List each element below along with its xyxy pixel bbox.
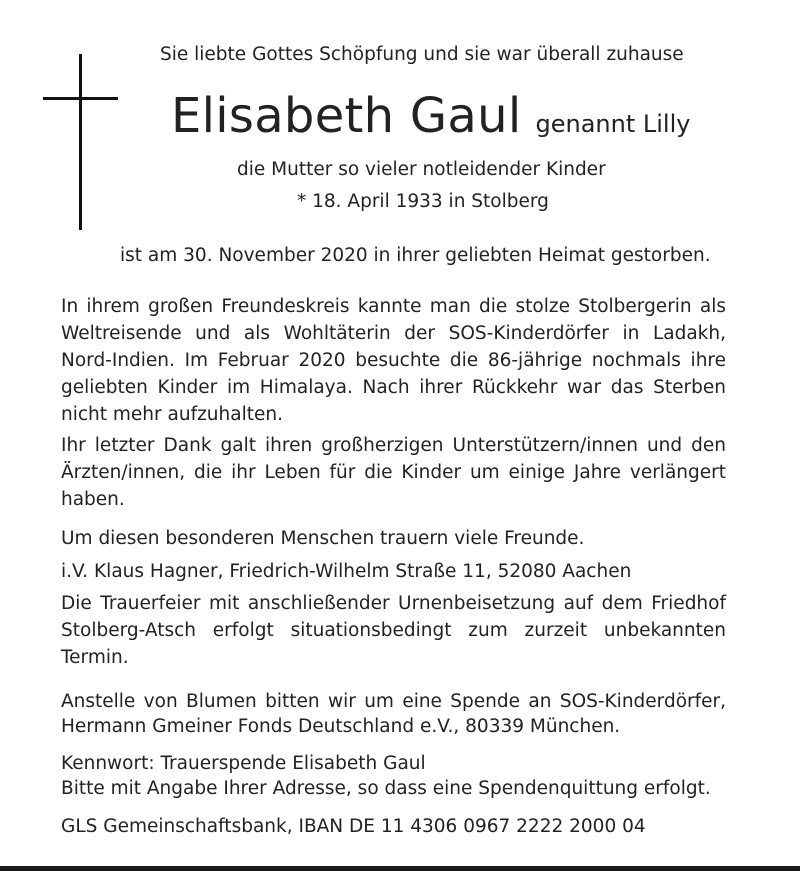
donation-keyword: Kennwort: Trauerspende Elisabeth Gaul <box>61 753 426 774</box>
mourning-line: Um diesen besonderen Menschen trauern viele Freunde. <box>61 528 585 549</box>
motto: Sie liebte Gottes Schöpfung und sie war überall zuhause <box>160 44 684 65</box>
birth-info: * 18. April 1933 in Stolberg <box>297 191 549 212</box>
deceased-name: Elisabeth Gaul <box>171 88 522 144</box>
donation-address-note: Bitte mit Angabe Ihrer Adresse, so dass eine Spendenquittung erfolgt. <box>61 778 711 799</box>
bottom-border <box>0 866 800 871</box>
bank-details: GLS Gemeinschaftsbank, IBAN DE 11 4306 0967 2222 2000 04 <box>61 816 646 837</box>
name-heading <box>171 88 690 144</box>
biography-paragraph: In ihrem großen Freundeskreis kannte man die stolze Stolbergerin als Weltreisende und als Wohltäterin der SOS-Kinderdörfer in Ladakh, Nord-Indien. Im Februar 2020 besuchte die 86-jährige nochmals ihre geliebten Kinder im Himalaya. Nach ihrer Rückkehr war das Sterben nicht mehr aufzuhalten. <box>61 296 726 425</box>
donation-details <box>61 751 726 801</box>
deceased-alias: genannt Lilly <box>535 110 691 138</box>
donation-paragraph: Anstelle von Blumen bitten wir um eine Spende an SOS-Kinderdörfer, Hermann Gmeiner Fonds Deutschland e.V., 80339 München. <box>61 691 726 737</box>
death-info: ist am 30. November 2020 in ihrer geliebten Heimat gestorben. <box>120 245 711 266</box>
thanks-paragraph: Ihr letzter Dank galt ihren großherzigen Unterstützern/innen und den Ärzten/innen, die ihr Leben für die Kinder um einige Jahre verlängert haben. <box>61 435 726 510</box>
subtitle: die Mutter so vieler notleidender Kinder <box>237 159 606 180</box>
funeral-paragraph: Die Trauerfeier mit anschließender Urnenbeisetzung auf dem Friedhof Stolberg-Atsch erfolgt situationsbedingt zum zurzeit unbekannten Termin. <box>61 593 726 668</box>
contact-line: i.V. Klaus Hagner, Friedrich-Wilhelm Straße 11, 52080 Aachen <box>61 561 632 582</box>
